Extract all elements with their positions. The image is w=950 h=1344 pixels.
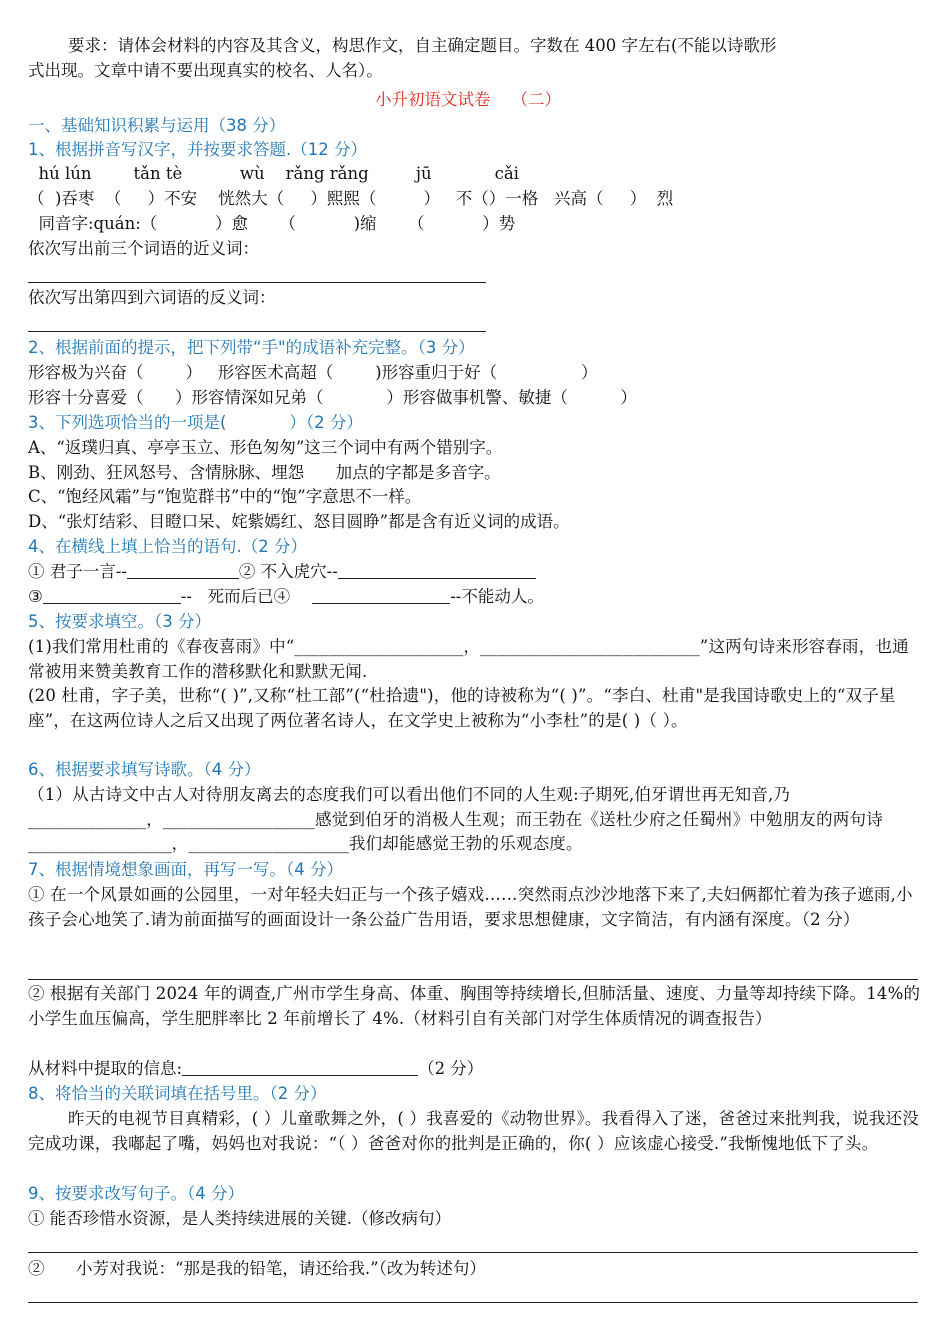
q4-blank-1[interactable] <box>127 560 239 579</box>
q4-heading: 4、在横线上填上恰当的语句.（2 分） <box>28 537 307 556</box>
q8-heading: 8、将恰当的关联词填在括号里。（2 分） <box>28 1084 327 1103</box>
section-1-heading: 一、基础知识积累与运用（38 分） <box>28 116 286 135</box>
q7-extract-blank[interactable] <box>182 1057 418 1076</box>
q5-paragraph-2: (20 杜甫，字子美，世称“( )”,又称“杜工部”(“杜拾遗")，他的诗被称为“( )”。“李白、杜甫"是我国诗歌史上的“双子星座”，在这两位诗人之后又出现了两位著名诗人，在文学史上被称为“小李杜”的是( )（ ）。 <box>28 686 896 730</box>
q1-synonym-answer-line[interactable] <box>28 282 486 283</box>
q9-answer-line-2[interactable] <box>28 1302 918 1303</box>
q1-homophone: 同音字:quán:（ ）愈 （ )缩 （ ）势 <box>28 214 516 233</box>
q5-heading: 5、按要求填空。（3 分） <box>28 612 211 631</box>
q4-item-2: ② 不入虎穴-- <box>238 562 338 581</box>
q7-answer-line[interactable] <box>28 979 918 980</box>
q9-answer-line-1[interactable] <box>28 1252 918 1253</box>
q3-option-d: D、“张灯结彩、目瞪口呆、姹紫嫣红、怒目圆睁”都是含有近义词的成语。 <box>28 512 570 531</box>
q4-blank-4[interactable] <box>312 585 450 604</box>
q3-heading: 3、下列选项恰当的一项是( ）（2 分） <box>28 413 363 432</box>
q1-antonym-answer-line[interactable] <box>28 331 486 332</box>
q4-item-1: ① 君子一言-- <box>28 562 127 581</box>
q1-pinyin: hú lún tǎn tè wù rǎng rǎng jū cǎi <box>28 164 519 183</box>
q1-antonym-prompt: 依次写出第四到六词语的反义词： <box>28 288 276 307</box>
q8-paragraph-1: 昨天的电视节目真精彩，( ）儿童歌舞之外，( ）我喜爱的《动物世界》。我看得入了迷，爸爸过来批判我，说我还没完成功课，我嘟起了嘴，妈妈也对我说：“（ ）爸爸对你的批判是正确的，你( ）应该虚心接受.”我惭愧地低下了头。 <box>28 1109 919 1153</box>
q2-heading: 2、根据前面的提示，把下列带“手"的成语补充完整。（3 分） <box>28 338 475 357</box>
q1-heading: 1、根据拼音写汉字，并按要求答题.（12 分） <box>28 140 367 159</box>
intro-line-2: 式出现。文章中请不要出现真实的校名、人名）。 <box>28 61 383 80</box>
q3-option-a: A、“返璞归真、亭亭玉立、形色匆匆”这三个词中有两个错别字。 <box>28 438 503 457</box>
q5-paragraph-1: (1)我们常用杜甫的《春夜喜雨》中“____________________，__________________________”这两句诗来形容春雨，也通常被用来赞美教育工作的潜移默化和默默无闻. <box>28 637 909 681</box>
q9-sentence-2: ② 小芳对我说：“那是我的铅笔，请还给我.”（改为转述句） <box>28 1259 486 1278</box>
q7-extract-score: （2 分） <box>418 1059 484 1078</box>
q7-heading: 7、根据情境想象画面，再写一写。（4 分） <box>28 860 343 879</box>
q7-paragraph-1: ① 在一个风景如画的公园里，一对年轻夫妇正与一个孩子嬉戏……突然雨点沙沙地落下来了,夫妇俩都忙着为孩子遮雨,小孩子会心地笑了.请为前面描写的画面设计一条公益广告用语，要求思想健康，文字简洁，有内涵有深度。（2 分） <box>28 885 913 929</box>
q1-synonym-prompt: 依次写出前三个词语的近义词： <box>28 239 259 258</box>
q4-blank-3[interactable] <box>43 585 181 604</box>
q4-line-1 <box>28 560 536 584</box>
q2-line-1: 形容极为兴奋（ ） 形容医术高超（ )形容重归于好（ ） <box>28 363 598 382</box>
q3-option-c: C、“饱经风霜”与“饱览群书”中的“饱”字意思不一样。 <box>28 487 422 506</box>
exam-title: 小升初语文试卷 （二） <box>375 90 561 109</box>
q4-item-5: --不能动人。 <box>450 587 544 606</box>
q9-heading: 9、按要求改写句子。（4 分） <box>28 1184 244 1203</box>
q7-paragraph-2: ② 根据有关部门 2024 年的调查,广州市学生身高、体重、胸围等持续增长,但肺活量、速度、力量等却持续下降。14%的小学生血压偏高，学生肥胖率比 2 年前增长了 4%.（材料引自有关部门对学生体质情况的调查报告） <box>28 984 921 1028</box>
q4-blank-2[interactable] <box>338 560 536 579</box>
q4-item-3: ③ <box>28 587 43 606</box>
q3-option-b: B、刚劲、狂风怒号、含情脉脉、埋怨 加点的字都是多音字。 <box>28 463 501 482</box>
q9-sentence-1: ① 能否珍惜水资源，是人类持续进展的关键.（修改病句） <box>28 1209 451 1228</box>
intro-line-1: 要求：请体会材料的内容及其含义，构思作文，自主确定题目。字数在 400 字左右(不能以诗歌形 <box>68 36 777 55</box>
q4-line-2 <box>28 585 544 609</box>
q2-line-2: 形容十分喜爱（ ）形容情深如兄弟（ ）形容做事机警、敏捷（ ） <box>28 388 637 407</box>
q7-extract-line <box>28 1057 483 1081</box>
q6-paragraph-1: （1）从古诗文中古人对待朋友离去的态度我们可以看出他们不同的人生观:子期死,伯牙谓世再无知音,乃 ______________，__________________感觉到伯牙的消极人生观；而王勃在《送杜少府之任蜀州》中勉朋友的两句诗 _________________，___________________我们却能感觉王勃的乐观态度。 <box>28 785 883 853</box>
q7-extract-prompt: 从材料中提取的信息: <box>28 1059 183 1078</box>
q6-heading: 6、根据要求填写诗歌。（4 分） <box>28 760 261 779</box>
q4-item-4: -- 死而后已④ <box>180 587 291 606</box>
q1-words: （ )吞枣 （ ）不安 恍然大（ ）熙熙（ ） 不（）一格 兴高（ ） 烈 <box>28 189 674 208</box>
